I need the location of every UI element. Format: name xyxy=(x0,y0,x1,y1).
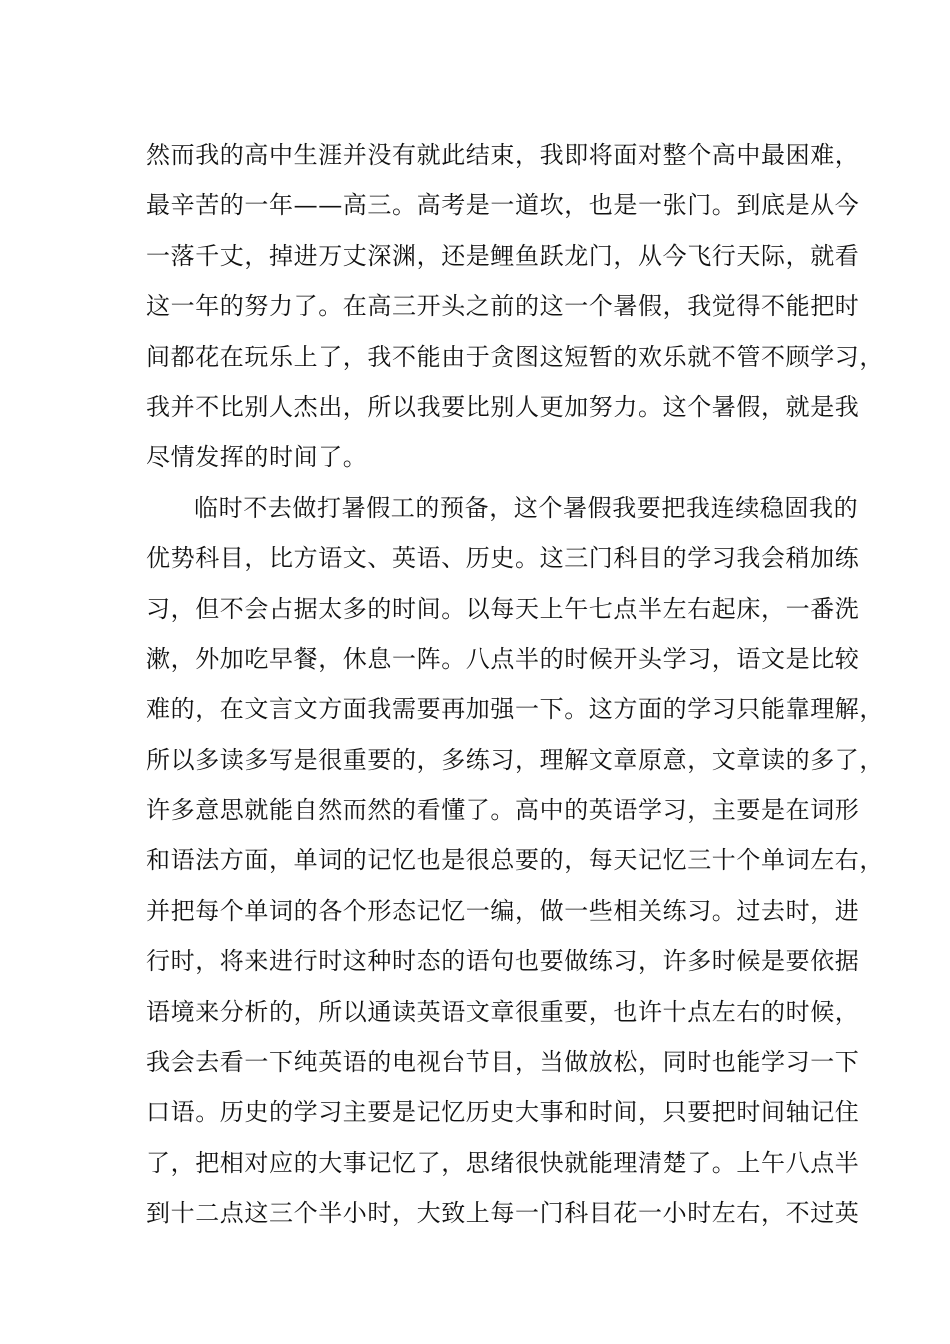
text-line: 然而我的高中生涯并没有就此结束，我即将面对整个高中最困难， xyxy=(146,141,860,169)
text-line: 尽情发挥的时间了。 xyxy=(146,443,368,472)
text-line: 我并不比别人杰出，所以我要比别人更加努力。这个暑假，就是我 xyxy=(146,392,860,421)
text-line: 语境来分析的，所以通读英语文章很重要，也许十点左右的时候， xyxy=(146,997,860,1026)
text-line: 并把每个单词的各个形态记忆一编，做一些相关练习。过去时，进 xyxy=(146,896,860,925)
text-line: 所以多读多写是很重要的，多练习，理解文章原意，文章读的多了， xyxy=(146,745,884,774)
text-line: 间都花在玩乐上了，我不能由于贪图这短暂的欢乐就不管不顾学习， xyxy=(146,342,884,371)
text-line: 最辛苦的一年——高三。高考是一道坎，也是一张门。到底是从今 xyxy=(146,191,860,220)
text-line: 我会去看一下纯英语的电视台节目，当做放松，同时也能学习一下 xyxy=(146,1048,860,1077)
text-line: 难的，在文言文方面我需要再加强一下。这方面的学习只能靠理解， xyxy=(146,695,884,724)
text-line: 行时，将来进行时这种时态的语句也要做练习，许多时候是要依据 xyxy=(146,947,860,976)
text-line: 到十二点这三个半小时，大致上每一门科目花一小时左右，不过英 xyxy=(146,1199,860,1228)
text-line: 许多意思就能自然而然的看懂了。高中的英语学习，主要是在词形 xyxy=(146,796,860,825)
text-line: 口语。历史的学习主要是记忆历史大事和时间，只要把时间轴记住 xyxy=(146,1098,860,1127)
text-line: 优势科目，比方语文、英语、历史。这三门科目的学习我会稍加练 xyxy=(146,544,860,573)
text-line: 一落千丈，掉进万丈深渊，还是鲤鱼跃龙门，从今飞行天际，就看 xyxy=(146,241,860,270)
text-line: 了，把相对应的大事记忆了，思绪很快就能理清楚了。上午八点半 xyxy=(146,1148,860,1177)
text-line: 漱，外加吃早餐，休息一阵。八点半的时候开头学习，语文是比较 xyxy=(146,644,860,673)
text-line: 习，但不会占据太多的时间。以每天上午七点半左右起床，一番洗 xyxy=(146,594,860,623)
text-line: 这一年的努力了。在高三开头之前的这一个暑假，我觉得不能把时 xyxy=(146,292,860,321)
text-line: 和语法方面，单词的记忆也是很总要的，每天记忆三十个单词左右， xyxy=(146,846,884,875)
document-body xyxy=(146,130,884,1239)
paragraph-start-line: 临时不去做打暑假工的预备，这个暑假我要把我连续稳固我的 xyxy=(194,493,859,522)
